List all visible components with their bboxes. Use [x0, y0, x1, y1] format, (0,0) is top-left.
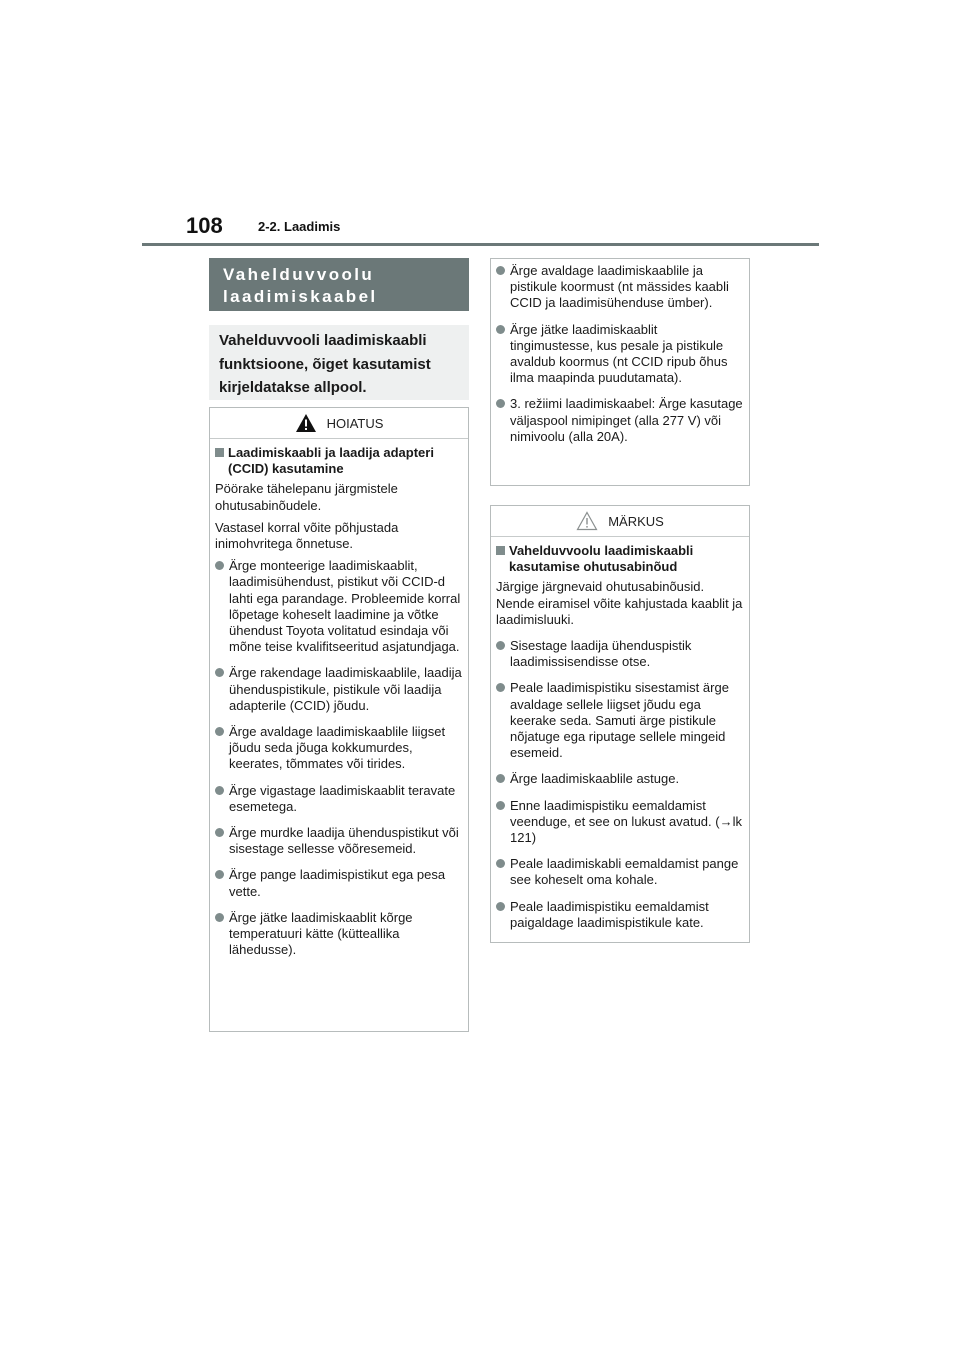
- warning-bullet-text: Ärge avaldage laadimiskaablile liigset jõudu seda jõuga kokkumurdes, keerates, tõmmates või tirides.: [229, 724, 446, 772]
- note-box-header: [491, 506, 749, 537]
- warning-triangle-outline-icon: [576, 511, 598, 531]
- note-bullet-text: Ärge laadimiskaablile astuge.: [510, 771, 680, 787]
- chapter-title-line1: Vahelduvvoolu: [223, 265, 375, 284]
- square-bullet-icon: [496, 546, 505, 555]
- warning-bullet-text: Ärge monteerige laadimiskaablit, laadimisühendust, pistikut või CCID-d lahti ega parandage. Probleemide korral lõpetage koheselt laadimine ja võtke ühendust Toyota volitatud esindaja või mõne teise kvalifitseeritud asjatundjaga.: [229, 558, 461, 655]
- warning-bullet-3: [215, 724, 463, 773]
- warning-box: [209, 407, 469, 1032]
- circle-bullet-icon: [215, 870, 224, 879]
- warning-continuation-box: [490, 258, 750, 486]
- circle-bullet-icon: [496, 266, 505, 275]
- warning-cont-bullet-text: Ärge jätke laadimiskaablit tingimustesse, kus pesale ja pistikule avaldub koormus (nt CCID ripub õhus ilma maapinda puudutamata).: [510, 321, 728, 386]
- warning-cont-bullet-3: [496, 396, 744, 445]
- note-bullet-5: [496, 856, 744, 888]
- warning-box-header: [210, 408, 468, 439]
- warning-bullet-text: Ärge pange laadimispistikut ega pesa vette.: [229, 867, 446, 899]
- circle-bullet-icon: [215, 561, 224, 570]
- note-box: [490, 505, 750, 943]
- square-bullet-icon: [215, 448, 224, 457]
- circle-bullet-icon: [215, 668, 224, 677]
- warning-para-1: Pöörake tähelepanu järgmistele ohutusabinõudele.: [215, 481, 398, 513]
- intro-box: [209, 325, 469, 400]
- warning-bullet-5: [215, 825, 463, 857]
- warning-subhead-text: Laadimiskaabli ja laadija adapteri (CCID) kasutamine: [228, 445, 434, 477]
- warning-cont-bullet-text: Ärge avaldage laadimiskaablile ja pistikule koormust (nt mässides kaabli CCID ja laadimisühenduse ümber).: [510, 263, 729, 311]
- warning-cont-bullet-1: [496, 263, 744, 312]
- warning-subhead: [215, 445, 463, 477]
- section-title: 2-2. Laadimis: [258, 219, 341, 234]
- warning-cont-bullet-text: 3. režiimi laadimiskaabel: Ärge kasutage väljaspool nimipinget (alla 277 V) või nimivoolu (alla 20A).: [510, 396, 743, 444]
- note-label: MÄRKUS: [608, 513, 664, 529]
- warning-label: HOIATUS: [326, 415, 384, 431]
- warning-bullet-text: Ärge jätke laadimiskaablit kõrge temperatuuri kätte (kütteallika lähedusse).: [229, 909, 413, 958]
- circle-bullet-icon: [496, 774, 505, 783]
- note-bullet-1: [496, 638, 744, 670]
- warning-bullet-text: Ärge vigastage laadimiskaablit teravate esemetega.: [229, 782, 456, 814]
- chapter-title-line2: laadimiskaabel: [223, 287, 378, 306]
- circle-bullet-icon: [496, 801, 505, 810]
- note-bullet-text: Enne laadimispistiku eemaldamist veenduge, et see on lukust avatud. (→lk 121): [510, 797, 742, 846]
- note-subhead-text: Vahelduvvoolu laadimiskaabli kasutamise ohutusabinõud: [509, 543, 694, 575]
- warning-cont-bullet-2: [496, 322, 744, 387]
- note-para-1: Järgige järgnevaid ohutusabinõusid. Nende eiramisel võite kahjustada kaablit ja laadimisluuki.: [496, 579, 743, 627]
- warning-bullet-text: Ärge murdke laadija ühenduspistikut või sisestage sellesse võõresemeid.: [229, 825, 459, 857]
- circle-bullet-icon: [496, 683, 505, 692]
- header-rule: [142, 243, 819, 246]
- circle-bullet-icon: [496, 325, 505, 334]
- note-bullet-2: [496, 680, 744, 761]
- note-bullet-6: [496, 899, 744, 931]
- note-subhead: [496, 543, 744, 575]
- note-bullet-4: [496, 798, 744, 847]
- warning-bullet-4: [215, 783, 463, 815]
- page-number: 108: [186, 213, 223, 238]
- circle-bullet-icon: [496, 859, 505, 868]
- circle-bullet-icon: [496, 902, 505, 911]
- chapter-title-box: [209, 258, 469, 311]
- note-bullet-text: Peale laadimispistiku eemaldamist paigaldage laadimispistikule kate.: [510, 898, 709, 930]
- circle-bullet-icon: [215, 913, 224, 922]
- warning-bullet-6: [215, 867, 463, 899]
- note-bullet-text: Peale laadimispistiku sisestamist ärge avaldage sellele liigset jõudu ega keerake seda. Samuti ärge pistikule nõjatuge ega riputage sellele mingeid esemeid.: [510, 680, 729, 761]
- warning-bullet-1: [215, 558, 463, 655]
- note-bullet-text: Sisestage laadija ühenduspistik laadimissisendisse otse.: [510, 638, 692, 670]
- warning-para-2: Vastasel korral võite põhjustada inimohvritega õnnetuse.: [215, 519, 399, 552]
- warning-triangle-filled-icon: [295, 413, 317, 433]
- circle-bullet-icon: [496, 399, 505, 408]
- note-bullet-text: Peale laadimiskabli eemaldamist pange see koheselt oma kohale.: [510, 856, 739, 888]
- note-bullet-3: [496, 771, 744, 787]
- circle-bullet-icon: [215, 727, 224, 736]
- warning-bullet-7: [215, 910, 463, 959]
- warning-bullet-text: Ärge rakendage laadimiskaablile, laadija ühenduspistikule, pistikule või laadija adapterile (CCID) jõudu.: [229, 665, 462, 713]
- circle-bullet-icon: [496, 641, 505, 650]
- circle-bullet-icon: [215, 786, 224, 795]
- warning-bullet-2: [215, 665, 463, 714]
- circle-bullet-icon: [215, 828, 224, 837]
- intro-text: Vahelduvvooli laadimiskaabli funktsioone, õiget kasutamist kirjeldatakse allpool.: [219, 332, 431, 396]
